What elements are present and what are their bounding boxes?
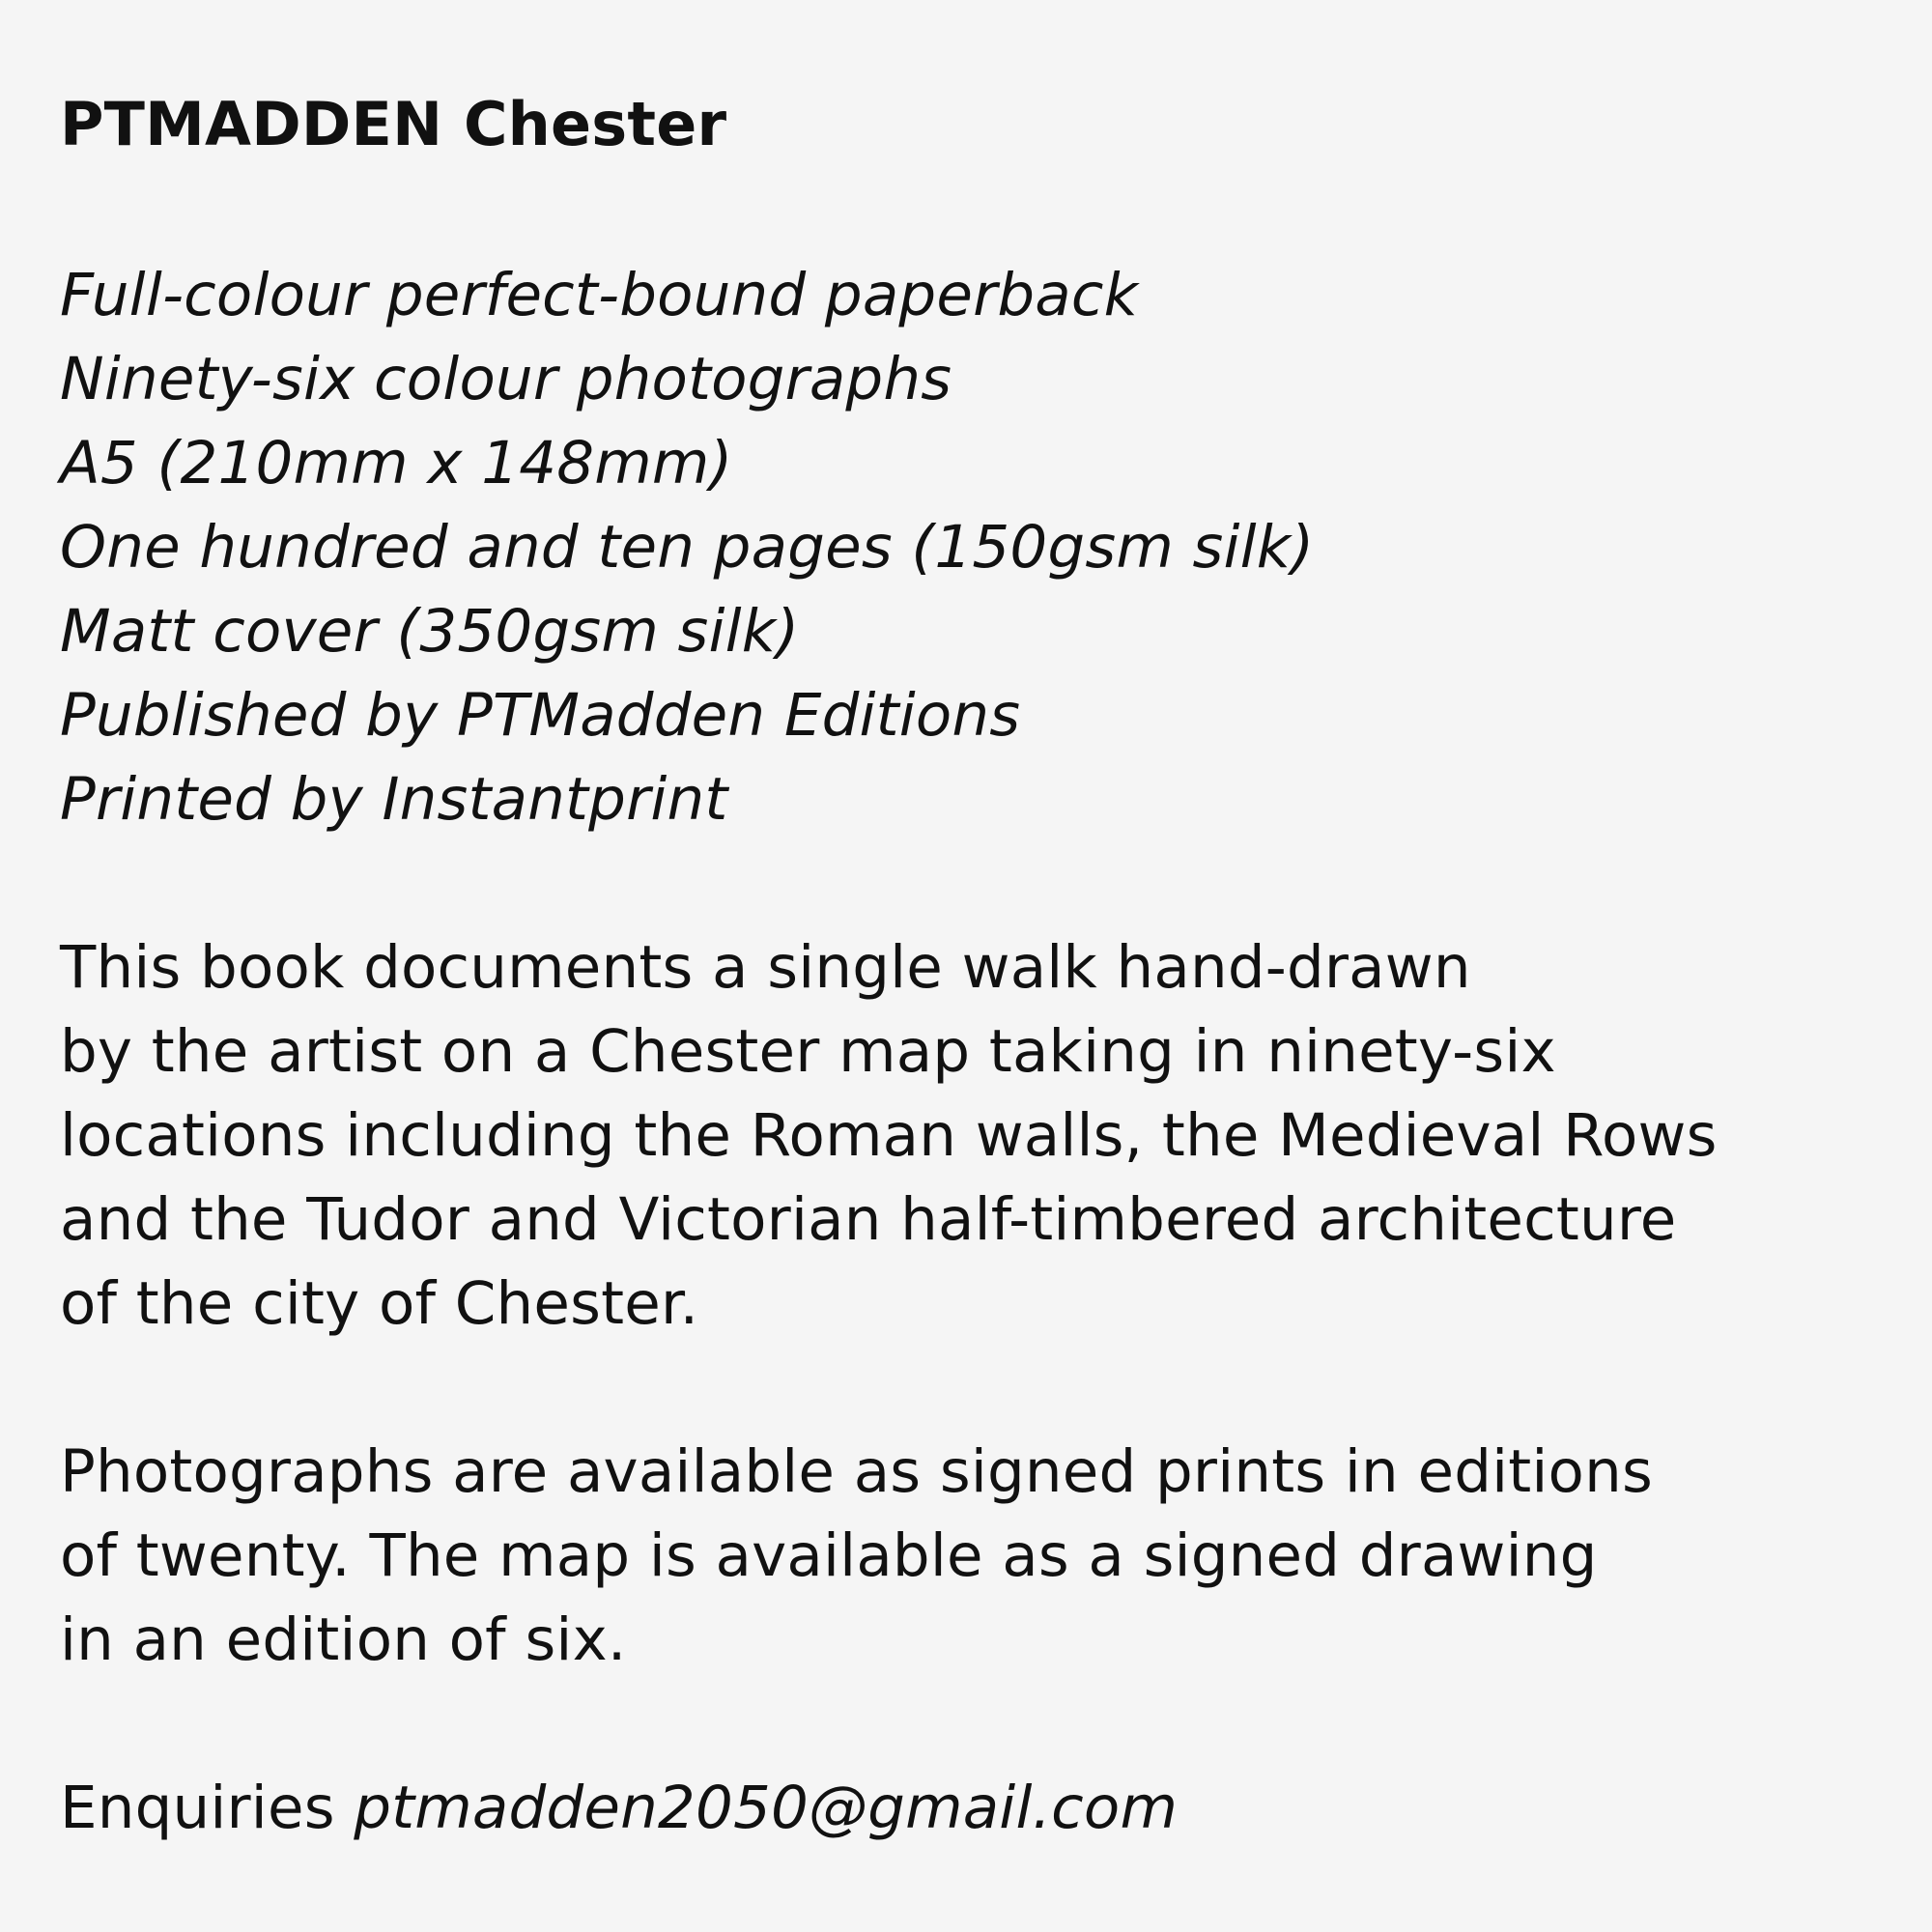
prints-line: in an edition of six. [60,1605,627,1674]
prints-line: Photographs are available as signed prints in editions [60,1437,1653,1506]
enquiries-email: ptmadden2050@gmail.com [354,1774,1179,1842]
spec-printer: Printed by Instantprint [60,765,728,834]
spec-binding: Full-colour perfect-bound paperback [60,261,1139,329]
description-line: of the city of Chester. [60,1269,699,1338]
spec-photographs: Ninety-six colour photographs [60,345,952,413]
description-line: locations including the Roman walls, the Medieval Rows [60,1101,1718,1170]
book-specifications [60,253,1876,841]
prints-line: of twenty. The map is available as a signed drawing [60,1521,1598,1590]
enquiries-line [60,1766,1876,1850]
page-title: PTMADDEN Chester [60,89,727,159]
book-description [60,925,1876,1346]
document-page [60,89,1876,1850]
enquiries-label: Enquiries [60,1774,335,1842]
spec-pages: One hundred and ten pages (150gsm silk) [60,513,1315,582]
spec-cover: Matt cover (350gsm silk) [60,597,800,666]
description-line: and the Tudor and Victorian half-timbered architecture [60,1185,1677,1254]
description-line: This book documents a single walk hand-drawn [60,933,1471,1002]
enquiries-section [60,1766,1876,1850]
spec-size: A5 (210mm x 148mm) [60,429,733,497]
description-line: by the artist on a Chester map taking in ninety-six [60,1017,1556,1086]
spec-publisher: Published by PTMadden Editions [60,681,1021,750]
prints-availability [60,1430,1876,1682]
